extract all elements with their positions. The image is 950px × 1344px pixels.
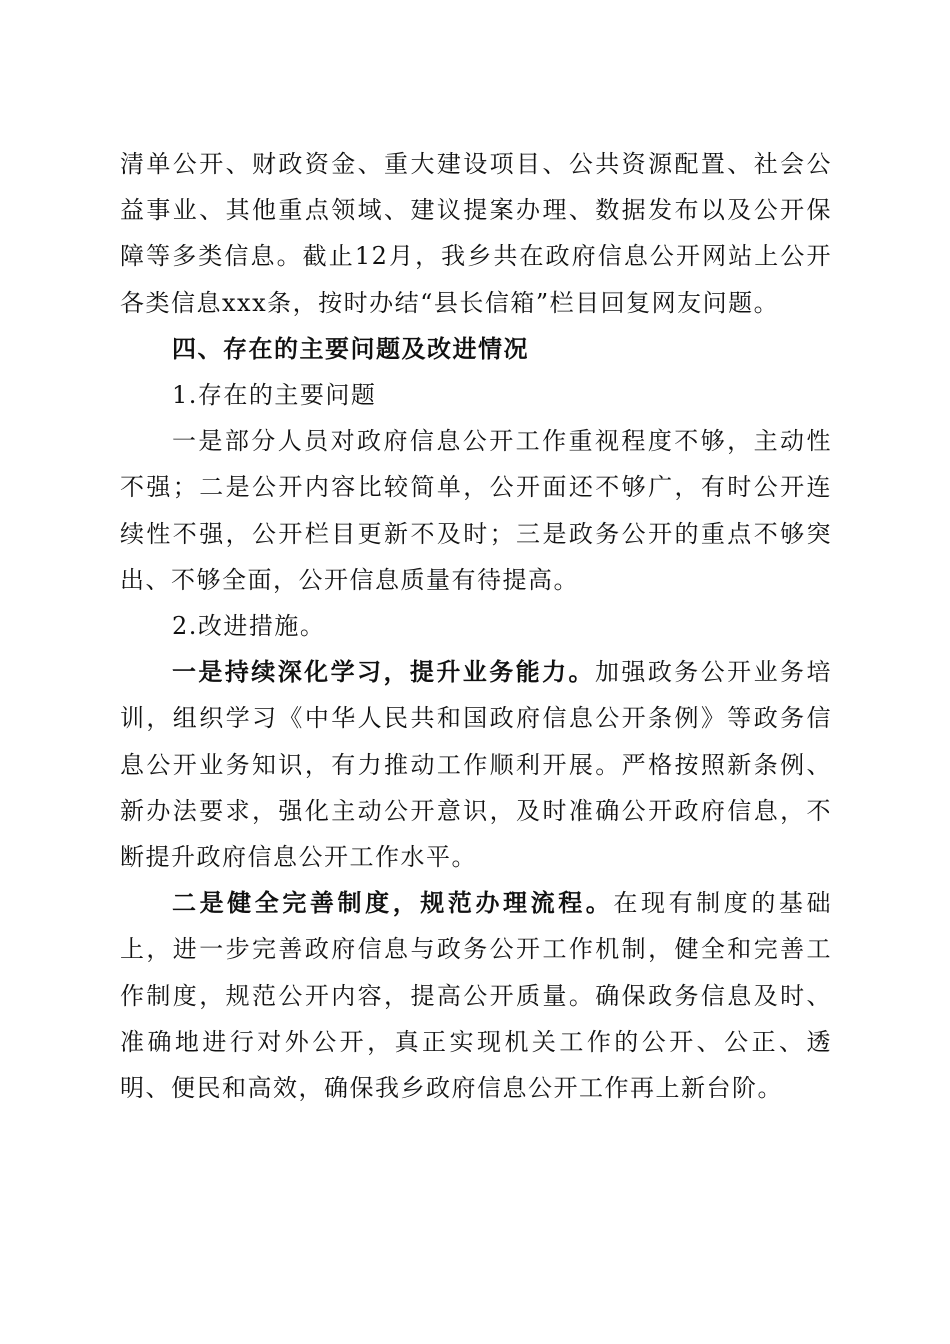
subsection-two-heading: 2.改进措施。 [172, 612, 326, 641]
measure-two-paragraph [120, 880, 832, 1111]
measure-two-text: 在现有制度的基础上，进一步完善政府信息与政务公开工作机制，健全和完善工作制度，规范公开内容，提高公开质量。确保政务信息及时、准确地进行对外公开，真正实现机关工作的公开、公正、透明、便民和高效，确保我乡政府信息公开工作再上新台阶。 [120, 889, 832, 1103]
document-body [120, 141, 832, 1111]
intro-paragraph: 清单公开、财政资金、重大建设项目、公共资源配置、社会公益事业、其他重点领域、建议提案办理、数据发布以及公开保障等多类信息。截止12月，我乡共在政府信息公开网站上公开各类信息xxx条，按时办结“县长信箱”栏目回复网友问题。 [120, 150, 832, 317]
subsection-one-heading: 1.存在的主要问题 [172, 381, 377, 410]
measure-one-paragraph [120, 649, 832, 880]
measure-one-text: 加强政务公开业务培训，组织学习《中华人民共和国政府信息公开条例》等政务信息公开业务知识，有力推动工作顺利开展。严格按照新条例、新办法要求，强化主动公开意识，及时准确公开政府信息，不断提升政府信息公开工作水平。 [120, 658, 832, 872]
problems-paragraph: 一是部分人员对政府信息公开工作重视程度不够，主动性不强；二是公开内容比较简单，公开面还不够广，有时公开连续性不强，公开栏目更新不及时；三是政务公开的重点不够突出、不够全面，公开信息质量有待提高。 [120, 427, 832, 594]
section-four-heading: 四、存在的主要问题及改进情况 [172, 333, 529, 363]
measure-one-lead: 一是持续深化学习，提升业务能力。 [172, 657, 595, 687]
measure-two-lead: 二是健全完善制度，规范办理流程。 [172, 888, 614, 918]
